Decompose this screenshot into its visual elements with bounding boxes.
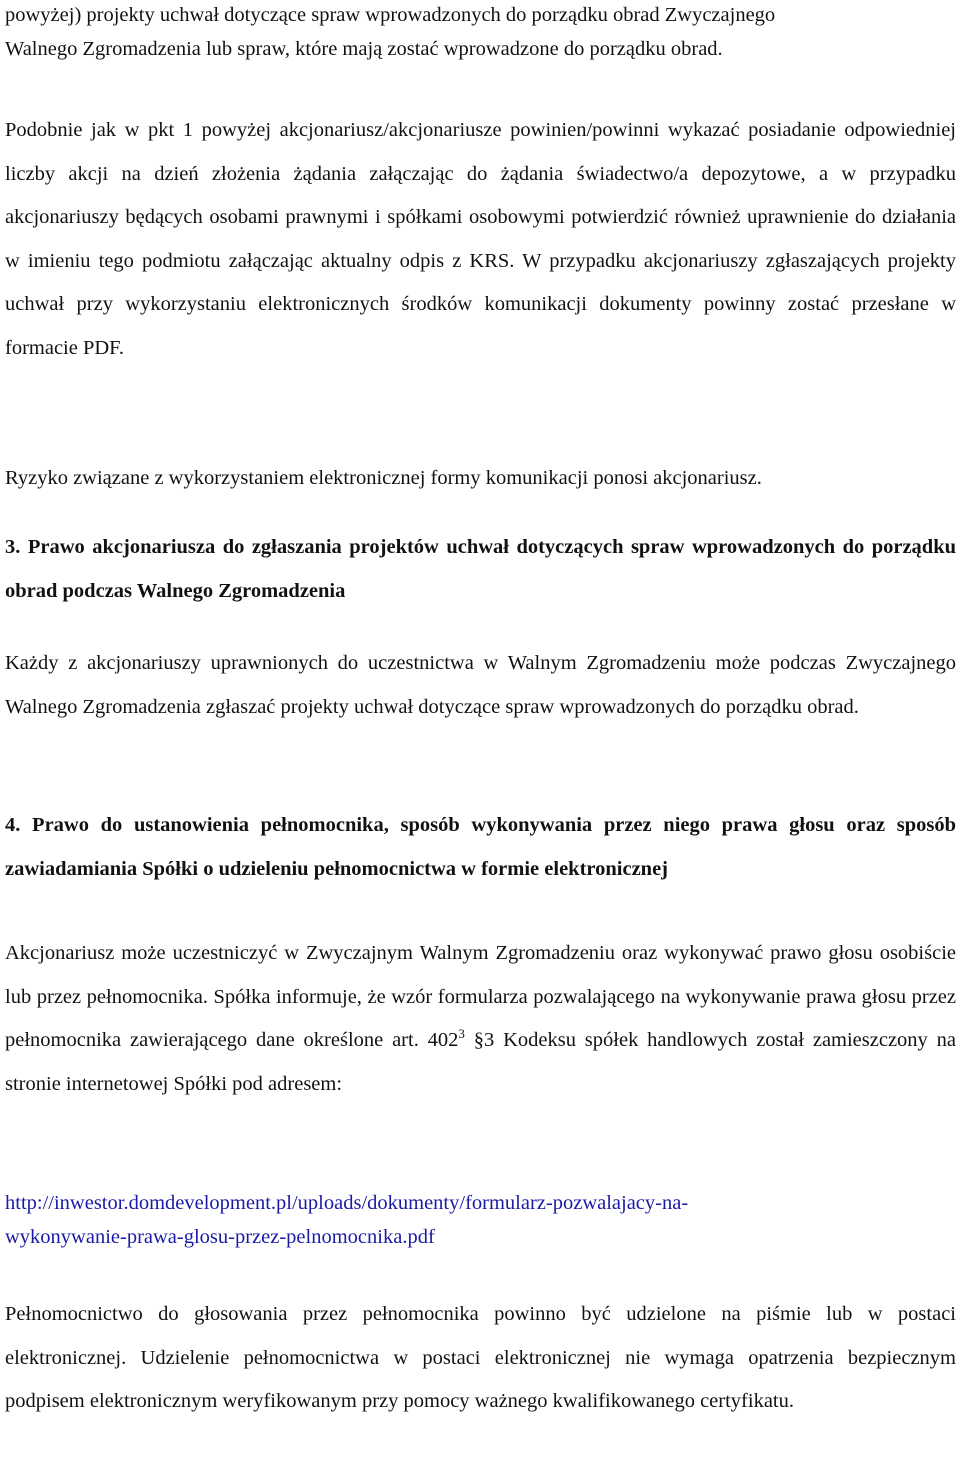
paragraph-shareholder-evidence: Podobnie jak w pkt 1 powyżej akcjonariusz/akcjonariusze powinien/powinni wykazać posiadanie odpowiedniej liczby akcji na dzień złożenia żądania załączając do żądania świadectwo/a depozytowe, a w przypadku akcjonariuszy będących osobami prawnymi i spółkami osobowymi potwierdzić również uprawnienie do działania w imieniu tego podmiotu załączając aktualny odpis z KRS. W przypadku akcjonariuszy zgłaszających projekty uchwał przy wykorzystaniu elektronicznych środków komunikacji dokumenty powinny zostać przesłane w formacie PDF. xyxy=(5,119,956,359)
proxy-form-link-line-1: http://inwestor.domdevelopment.pl/uploads/dokumenty/formularz-pozwalajacy-na- xyxy=(5,1192,689,1214)
paragraph-proxy-form xyxy=(5,932,956,1106)
section-heading-3: 3. Prawo akcjonariusza do zgłaszania projektów uchwał dotyczących spraw wprowadzonych do porządku obrad podczas Walnego Zgromadzenia xyxy=(5,536,956,602)
proxy-form-link[interactable] xyxy=(5,1186,956,1254)
paragraph-projects-during-meeting: Każdy z akcjonariuszy uprawnionych do uczestnictwa w Walnym Zgromadzeniu może podczas Zwyczajnego Walnego Zgromadzenia zgłaszać projekty uchwał dotyczące spraw wprowadzonych do porządku obrad. xyxy=(5,652,956,718)
intro-block xyxy=(5,0,956,71)
paragraph-continuation-line-2: Walnego Zgromadzenia lub spraw, które mają zostać wprowadzone do porządku obrad. xyxy=(5,37,723,60)
paragraph-proxy-electronic: Pełnomocnictwo do głosowania przez pełnomocnika powinno być udzielone na piśmie lub w postaci elektronicznej. Udzielenie pełnomocnictwa w postaci elektronicznej nie wymaga opatrzenia bezpiecznym podpisem elektronicznym weryfikowanym przy pomocy ważnego kwalifikowanego certyfikatu. xyxy=(5,1303,956,1412)
paragraph-risk: Ryzyko związane z wykorzystaniem elektronicznej formy komunikacji ponosi akcjonariusz. xyxy=(5,467,762,489)
article-superscript: 3 xyxy=(458,1026,465,1042)
proxy-form-text-cont: §3 Kodeksu spółek handlowych został zamieszczony na stronie internetowej Spółki pod adresem: xyxy=(5,1029,956,1095)
proxy-form-link-line-2: wykonywanie-prawa-glosu-przez-pelnomocnika.pdf xyxy=(5,1226,435,1248)
section-heading-4: 4. Prawo do ustanowienia pełnomocnika, sposób wykonywania przez niego prawa głosu oraz sposób zawiadamiania Spółki o udzieleniu pełnomocnictwa w formie elektronicznej xyxy=(5,814,956,880)
paragraph-continuation-line-1: powyżej) projekty uchwał dotyczące spraw wprowadzonych do porządku obrad Zwyczajnego xyxy=(5,4,776,26)
proxy-form-text: Akcjonariusz może uczestniczyć w Zwyczajnym Walnym Zgromadzeniu oraz wykonywać prawo głosu osobiście lub przez pełnomocnika. Spółka informuje, że wzór formularza pozwalającego na wykonywanie prawa głosu przez pełnomocnika zawierającego dane określone art. 402 xyxy=(5,942,956,1051)
